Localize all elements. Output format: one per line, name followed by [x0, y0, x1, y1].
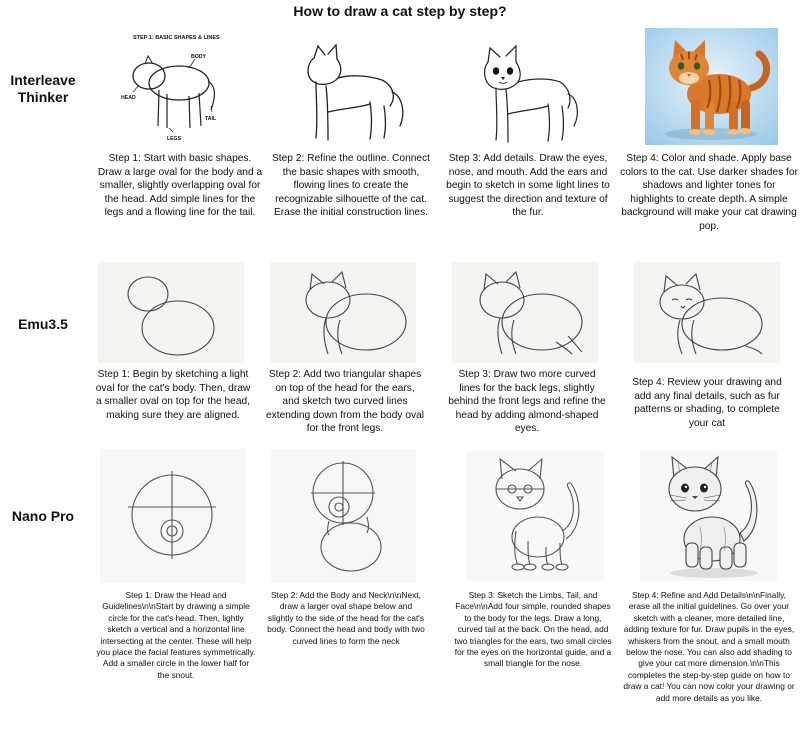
caption-row3-step3: Step 3: Sketch the Limbs, Tail, and Face\n\nAdd four simple, rounded shapes to the body for the legs. Draw a long, curved tail at the back. On the head, add two triangles for the ears, two small circles for the eyes on the horizontal guide, and a small triangle for the nose. — [454, 590, 612, 669]
caption-row2-step2: Step 2: Add two triangular shapes on top of the head for the ears, and sketch two curved lines extending down from the body oval for the front legs. — [266, 369, 425, 435]
head-circle-guidelines-image — [100, 449, 245, 583]
diagram-label-head: HEAD — [121, 95, 136, 101]
caption-row3-step1: Step 1: Draw the Head and Guidelines\n\nStart by drawing a simple circle for the cat's head. Then, lightly sketch a vertical and a horizontal line intersecting at the center. These will help you place the facial features symmetrically. Add a smaller circle in the lower half for the snout. — [96, 590, 256, 680]
caption-row1-step3: Step 3: Add details. Draw the eyes, nose, and mouth. Add the ears and begin to sketch in some light lines to suggest the direction and texture of the fur. — [446, 153, 610, 219]
row-label-nano-pro: Nano Pro — [11, 508, 75, 524]
caption-row2-step4: Step 4: Review your drawing and add any final details, such as fur patterns or shading, to complete your cat — [632, 377, 782, 429]
diagram-heading: STEP 1: BASIC SHAPES & LINES — [133, 35, 220, 41]
caption-row3-step2: Step 2: Add the Body and Neck\n\nNext, draw a larger oval shape below and slightly to the side of the head for the cat's body. Connect the head and body with two curved lines to form the neck — [267, 590, 425, 646]
page-title: How to draw a cat step by step? — [293, 3, 507, 19]
ovals-with-ears-legs-image — [270, 262, 416, 363]
caption-row2-step1: Step 1: Begin by sketching a light oval for the cat's body. Then, draw a smaller oval on top for the head, making sure they are aligned. — [95, 369, 251, 421]
basic-shapes-diagram-image — [115, 26, 245, 146]
caption-row1-step1: Step 1: Start with basic shapes. Draw a large oval for the body and a smaller, slightly overlapping oval for the head. Add simple lines for the legs and a flowing line for the tail. — [97, 153, 263, 219]
cat-outline-sketch-image — [292, 42, 412, 147]
caption-row1-step2: Step 2: Refine the outline. Connect the basic shapes with smooth, flowing lines to create the recognizable silhouette of the cat. Erase the initial construction lines. — [271, 153, 430, 219]
two-ovals-sketch-image — [98, 262, 244, 363]
cat-limbs-tail-face-sketch-image — [466, 451, 604, 581]
caption-row3-step4: Step 4: Refine and Add Details\n\nFinally, erase all the initial guidelines. Go over your sketch with a cleaner, more detailed line, adding texture for fur. Draw pupils in the eyes, whiskers from the snout, and a small mouth below the nose. You can also add shading to give your cat more dimension.\n\nThis completes the step-by-step guide on how to draw a cat! You can now color your drawing or add more details as you like. — [623, 590, 795, 703]
orange-tabby-cat-image — [645, 28, 778, 145]
ovals-with-back-legs-image — [452, 262, 598, 363]
caption-row2-step3: Step 3: Draw two more curved lines for the back legs, slightly behind the front legs and refine the head by adding almond-shaped eyes. — [448, 369, 606, 435]
diagram-label-legs: LEGS — [167, 136, 182, 142]
row-label-interleave-thinker: Interleave Thinker — [10, 72, 76, 105]
refined-shaded-cat-image — [640, 451, 778, 581]
head-and-body-circles-image — [271, 449, 416, 583]
caption-row1-step4: Step 4: Color and shade. Apply base colors to the cat. Use darker shades for shadows and lighter tones for highlights to create depth. A simple background will make your cat drawing pop. — [620, 153, 798, 232]
row-label-emu: Emu3.5 — [18, 316, 68, 332]
cat-detailed-sketch-image — [472, 42, 582, 148]
diagram-label-body: BODY — [191, 54, 206, 60]
diagram-label-tail: TAIL — [205, 116, 217, 122]
sitting-cat-final-sketch-image — [634, 262, 780, 363]
